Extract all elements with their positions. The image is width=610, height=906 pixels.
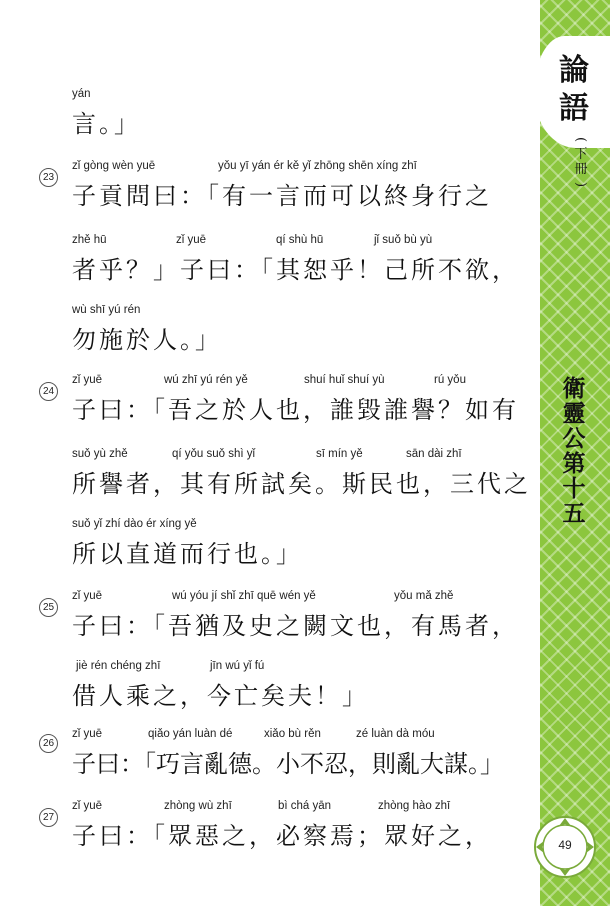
pinyin-group: yǒu mǎ zhě	[394, 590, 454, 602]
pinyin-group: jiè rén chéng zhī	[76, 660, 161, 672]
pinyin-group: shuí huǐ shuí yù	[304, 374, 385, 386]
pinyin-group: qiǎo yán luàn dé	[148, 728, 233, 740]
pinyin-group: qí yǒu suǒ shì yǐ	[172, 448, 256, 460]
pinyin-group: qí shù hū	[276, 234, 324, 246]
pinyin-group: zǐ yuē	[72, 374, 103, 386]
pinyin-group: zé luàn dà móu	[356, 728, 435, 740]
pinyin-group: zǐ yuē	[72, 800, 103, 812]
pinyin-group: zhòng wù zhī	[164, 800, 232, 812]
verse-number: 25	[39, 598, 58, 617]
chinese-text: 借人乘之，今亡矣夫！」	[72, 682, 369, 710]
chinese-text: 子曰：「吾猶及史之闕文也，有馬者，	[72, 612, 519, 640]
volume-label	[574, 132, 587, 192]
verse-number: 23	[39, 168, 58, 187]
pinyin-group: zǐ yuē	[176, 234, 207, 246]
pinyin-group: sī mín yě	[316, 448, 363, 460]
pinyin-group: zǐ yuē	[72, 728, 103, 740]
pinyin-group: jīn wú yǐ fú	[210, 660, 265, 672]
page-number-badge	[530, 812, 600, 882]
pinyin-group: zhě hū	[72, 234, 107, 246]
pinyin-group: bì chá yān	[278, 800, 332, 812]
chinese-text: 子曰：「巧言亂德。小不忍，則亂大謀。」	[72, 750, 504, 778]
chapter-char: 十	[562, 475, 586, 502]
book-title-char: 論	[559, 53, 589, 88]
chinese-text: 子貢問曰：「有一言而可以終身行之	[72, 182, 492, 210]
pinyin-group: zǐ gòng wèn yuē	[72, 160, 156, 172]
pinyin-group: xiǎo bù rěn	[264, 728, 321, 740]
pinyin-group: jǐ suǒ bù yù	[374, 234, 433, 246]
pinyin-group: yǒu yī yán ér kě yǐ zhōng shēn xíng zhī	[218, 160, 417, 172]
page-number: 49	[558, 838, 572, 852]
pinyin-group: zhòng hào zhī	[378, 800, 451, 812]
chinese-text: 者乎？」子曰：「其恕乎！己所不欲，	[72, 256, 519, 284]
chinese-text: 言。」	[72, 110, 141, 138]
verse-number: 24	[39, 382, 58, 401]
chinese-text: 子曰：「吾之於人也，誰毀誰譽？如有	[72, 396, 519, 424]
pinyin-group: wú zhī yú rén yě	[164, 374, 248, 386]
chapter-char: 公	[562, 425, 586, 452]
chapter-char: 靈	[562, 400, 586, 427]
volume-paren-open: (	[573, 136, 589, 143]
chinese-text: 子曰：「眾惡之，必察焉；眾好之，	[72, 822, 492, 850]
volume-char: 冊	[574, 162, 588, 177]
volume-paren-close: )	[573, 181, 589, 188]
chinese-text: 所譽者，其有所試矣。斯民也，三代之	[72, 470, 531, 498]
pinyin-group: yán	[72, 88, 91, 100]
chinese-text: 所以直道而行也。」	[72, 540, 303, 568]
verse-number: 26	[39, 734, 58, 753]
verse-number: 27	[39, 808, 58, 827]
pinyin-group: suǒ yǐ zhí dào ér xíng yě	[72, 518, 197, 530]
pinyin-group: zǐ yuē	[72, 590, 103, 602]
volume-char: 下	[574, 147, 588, 162]
chinese-text: 勿施於人。」	[72, 326, 222, 354]
pinyin-group: rú yǒu	[434, 374, 466, 386]
pinyin-group: sān dài zhī	[406, 448, 462, 460]
chapter-char: 五	[562, 500, 586, 527]
pinyin-group: wù shī yú rén	[72, 304, 141, 316]
chapter-char: 第	[562, 450, 586, 477]
pinyin-group: wú yóu jí shǐ zhī quē wén yě	[172, 590, 316, 602]
pinyin-group: suǒ yù zhě	[72, 448, 128, 460]
book-title-char: 語	[559, 91, 589, 126]
chapter-char: 衛	[562, 375, 586, 402]
book-title	[546, 52, 602, 192]
chapter-title	[552, 376, 596, 526]
